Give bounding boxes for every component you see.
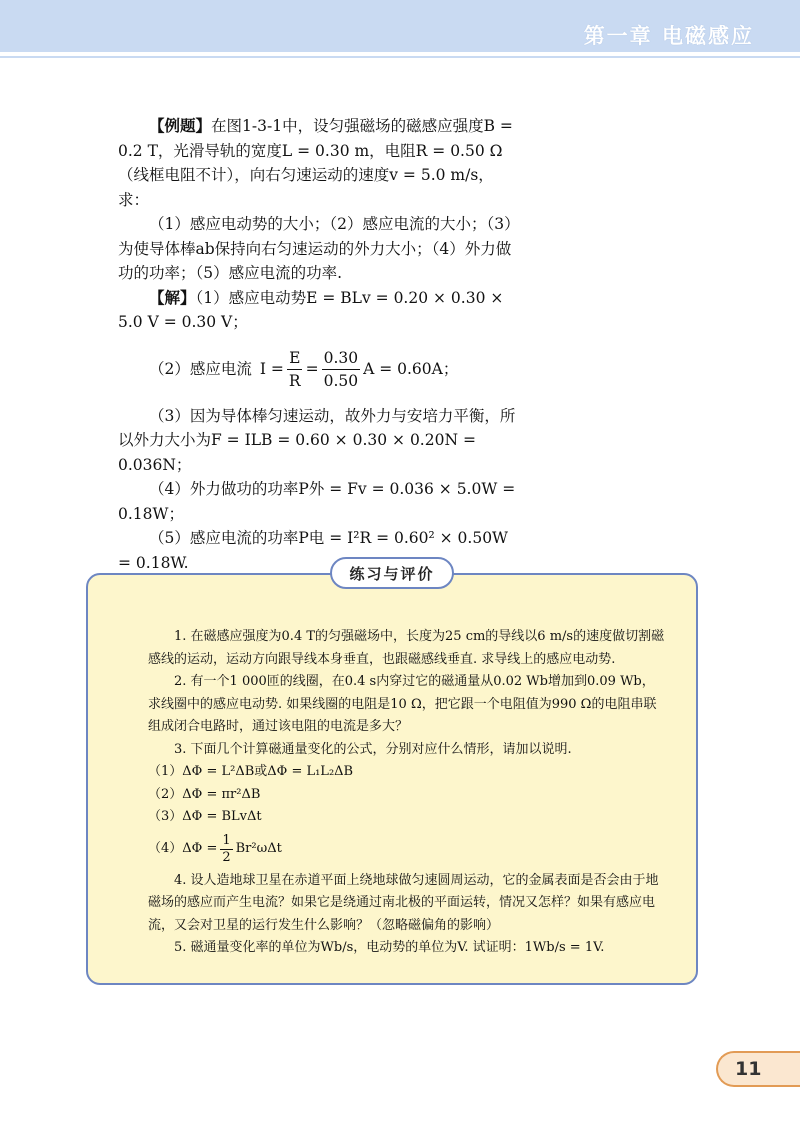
example-problem	[118, 114, 522, 212]
solution-4: （4）外力做功的功率P外 = Fv = 0.036 × 5.0W = 0.18W；	[118, 480, 516, 523]
example-questions: （1）感应电动势的大小；（2）感应电流的大小；（3）为使导体棒ab保持向右匀速运动的外力大小；（4）外力做功的功率；（5）感应电流的功率.	[118, 215, 520, 282]
fraction-denominator: 0.50	[323, 371, 359, 390]
fraction-denominator: 2	[222, 849, 231, 865]
solution-5: （5）感应电流的功率P电 = I²R = 0.60² × 0.50W = 0.18W.	[118, 529, 508, 572]
example-problem-text: 在图1-3-1中，设匀强磁场的磁感应强度B = 0.2 T，光滑导轨的宽度L = 0.30 m，电阻R = 0.50 Ω（线框电阻不计），向右匀速运动的速度v = 5.0 m/s，求：	[118, 117, 513, 209]
fraction-numerator: E	[287, 347, 302, 370]
solution-2-equals: =	[305, 359, 319, 378]
solution-heading: 【解】	[149, 287, 196, 307]
header-divider	[0, 56, 800, 58]
fraction-numerator: 1	[222, 832, 231, 848]
example-section	[118, 114, 522, 624]
formula-2: （2）ΔΦ = πr²ΔB	[148, 786, 261, 802]
fraction-e-over-r	[287, 347, 303, 392]
solution-2-prefix: （2）感应电流	[149, 359, 252, 378]
page-number: 11	[735, 1058, 762, 1080]
fraction-one-half	[220, 833, 232, 866]
formula-1: （1）ΔΦ = L²ΔB或ΔΦ = L₁L₂ΔB	[148, 764, 354, 779]
solution-1-text: （1）感应电动势E = BLv = 0.20 × 0.30 × 5.0 V = 0.30 V；	[118, 288, 504, 331]
exercise-q3: 3. 下面几个计算磁通量变化的公式，分别对应什么情形，请加以说明.	[174, 741, 572, 757]
fraction-numerator: 0.30	[322, 347, 361, 370]
formula-4-prefix: （4）ΔΦ =	[148, 840, 218, 856]
solution-2-lhs: I =	[259, 359, 284, 378]
exercise-title: 练习与评价	[330, 557, 454, 589]
formula-4-suffix: Br²ωΔt	[235, 840, 282, 856]
example-heading: 【例题】	[149, 116, 212, 135]
exercise-q1: 1. 在磁感应强度为0.4 T的匀强磁场中，长度为25 cm的导线以6 m/s的速度做切割磁感线的运动，运动方向跟导线本身垂直，也跟磁感线垂直. 求导线上的感应电动势.	[148, 629, 665, 667]
fraction-denominator: R	[288, 371, 301, 390]
exercise-q5: 5. 磁通量变化率的单位为Wb/s，电动势的单位为V. 试证明：1Wb/s = 1V.	[174, 940, 605, 955]
exercise-content	[148, 626, 666, 960]
exercise-q2: 2. 有一个1 000匝的线圈，在0.4 s内穿过它的磁通量从0.02 Wb增加到0.09 Wb，求线圈中的感应电动势. 如果线圈的电阻是10 Ω，把它跟一个电阻值为990 Ω的电阻串联组成闭合电路时，通过该电阻的电流是多大？	[148, 674, 657, 734]
solution-1	[118, 286, 522, 335]
chapter-title: 第一章 电磁感应	[583, 24, 754, 48]
formula-3: （3）ΔΦ = BLvΔt	[148, 809, 262, 824]
solution-2	[118, 347, 522, 392]
solution-3: （3）因为导体棒匀速运动，故外力与安培力平衡，所以外力大小为F = ILB = 0.60 × 0.30 × 0.20N = 0.036N；	[118, 406, 516, 474]
formula-4	[148, 833, 666, 866]
exercise-q4: 4. 设人造地球卫星在赤道平面上绕地球做匀速圆周运动，它的金属表面是否会由于地磁场的感应而产生电流？如果它是绕通过南北极的平面运转，情况又怎样？如果有感应电流，又会对卫星的运行发生什么影响？（忽略磁偏角的影响）	[148, 872, 659, 933]
fraction-values	[322, 347, 361, 392]
solution-2-suffix: A = 0.60A；	[363, 359, 459, 378]
